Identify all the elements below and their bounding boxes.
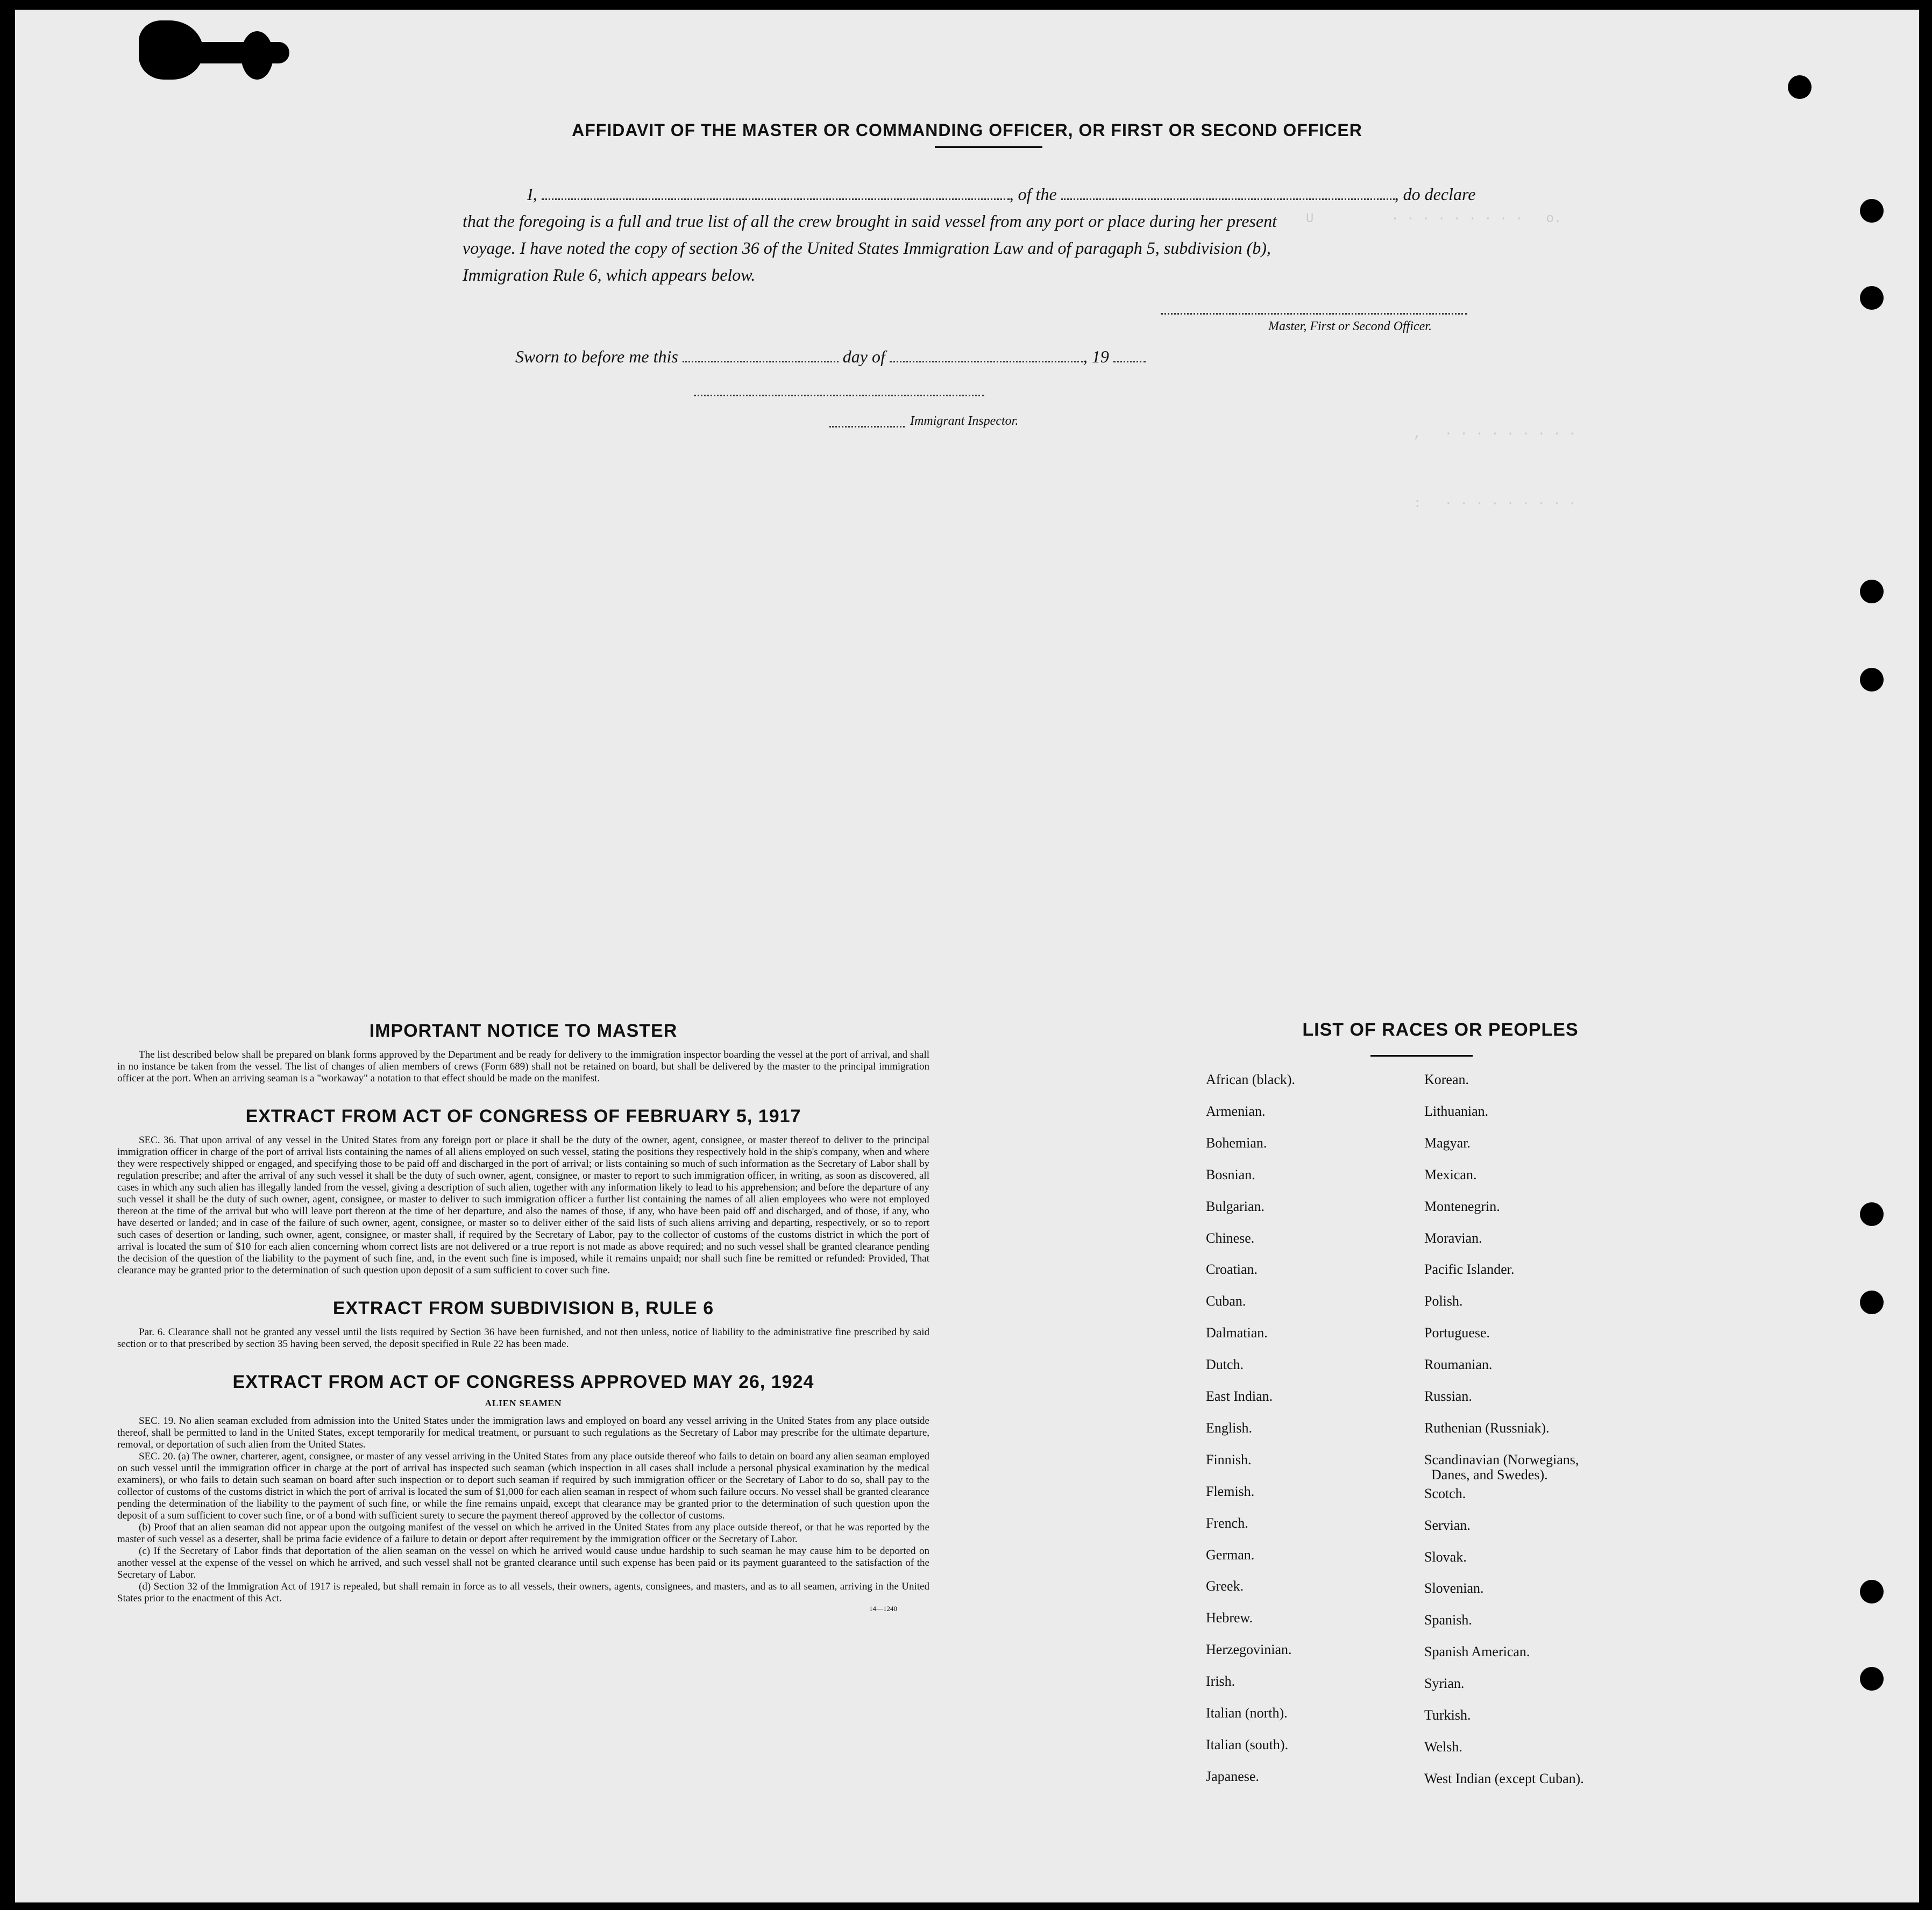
race-item-right: Roumanian. <box>1424 1357 1493 1373</box>
sec-36-paragraph: SEC. 36. That upon arrival of any vessel in the United States from any foreign port or place it shall be the duty of the owner, agent, consignee, or master thereof to deliver to the principal immigration officer in charge of the port of arrival lists containing the names of all aliens employed on such vessel, stating the positions they respectively hold in the ship's company, when and where they were respectively shipped or engaged, and specifying those to be paid off and discharged in the port of arrival; or lists containing so much of such information as the Secretary of Labor shall by regulation prescribe; and after the arrival of any such vessel it shall be the duty of such owner, agent, consignee, or master to report to such immigration officer, in writing, as soon as discovered, all cases in which any such alien has illegally landed from the vessel, giving a description of such alien, together with any information likely to lead to his apprehension; and before the departure of any such vessel it shall be the duty of such owner, agent, consignee, or master to deliver to such immigration officer a further list containing the names of all alien employees who were not employed thereon at the time of the arrival but who will leave port thereon at the time of her departure, and also the names of those, if any, who have been paid off and discharged, and of those, if any, who have deserted or landed; and in case of the failure of such owner, agent, consignee, or master so to deliver either of the said lists of such aliens arriving and departing, respectively, or so to report such cases of desertion or landing, such owner, agent, consignee, or master shall, if required by the Secretary of Labor, pay to the collector of customs of the customs district in which the port of arrival is located the sum of $10 for each alien concerning whom correct lists are not delivered or a true report is not made as above required; and no such vessel shall be granted clearance pending the decision of the question of the liability to the payment of such fine, and, in the event such fine is imposed, while it remains unpaid; nor shall such fine be remitted or refunded: Provided, That clearance may be granted prior to the determination of such question upon deposit of a sum sufficient to cover such fine. <box>117 1135 929 1276</box>
sec-20c-paragraph: (c) If the Secretary of Labor finds that deportation of the alien seaman on the vessel on which he arrived would cause undue hardship to such seaman he may cause him to be deported on another vessel at the expense of the vessel on which he arrived, and such vessel shall not be granted clearance until such expense has been paid or its payment guaranteed to the satisfaction of the Secretary of Labor. <box>117 1545 929 1580</box>
sworn-month-field[interactable] <box>890 360 1083 362</box>
sworn-line <box>515 343 1146 370</box>
race-item-right: Polish. <box>1424 1293 1463 1309</box>
sworn-year-label: , 19 <box>1083 347 1109 366</box>
sec-20a-paragraph: SEC. 20. (a) The owner, charterer, agent, consignee, or master of any vessel arriving in the United States from any place outside thereof who fails to detain on board any alien seaman employed on such vessel until the immigration officer in charge at the port of arrival has inspected such seaman (which inspection in all cases shall include a personal physical examination by the medical examiners), or who fails to detain such seaman on board after such inspection or to deport such seaman if required by such immigration officer or the Secretary of Labor to do so, shall pay to the collector of customs of the customs district in which the port of arrival is located the sum of $1,000 for each alien seaman in respect of whom such failure occurs. No vessel shall be granted clearance pending the determination of the liability to the payment of such fine, or while the fine remains unpaid, except that clearance may be granted prior to the determination of such question upon the deposit of a sum sufficient to cover such fine, or of a bond with sufficient surety to secure the payment thereof approved by the collector of customs. <box>117 1451 929 1521</box>
sworn-year-field[interactable] <box>1113 360 1146 362</box>
declarant-name-field[interactable] <box>542 198 1010 200</box>
affidavit-title: AFFIDAVIT OF THE MASTER OR COMMANDING OFFICER, OR FIRST OR SECOND OFFICER <box>572 120 1362 140</box>
sec-20d-paragraph: (d) Section 32 of the Immigration Act of 1917 is repealed, but shall remain in force as to all vessels, their owners, agents, consignees, and masters, and as to all seamen, arriving in the United States prior to the enactment of this Act. <box>117 1581 929 1604</box>
extract-1917-title: EXTRACT FROM ACT OF CONGRESS OF FEBRUARY 5, 1917 <box>245 1106 801 1127</box>
punch-hole-icon <box>1860 668 1884 692</box>
left-column <box>117 1021 929 1613</box>
race-item-right: Moravian. <box>1424 1230 1482 1246</box>
race-item-left: French. <box>1206 1515 1248 1531</box>
punch-hole-icon <box>1860 1580 1884 1603</box>
race-item-right: Spanish. <box>1424 1612 1472 1628</box>
extract-1924-title: EXTRACT FROM ACT OF CONGRESS APPROVED MAY 26, 1924 <box>232 1372 814 1392</box>
notice-paragraph: The list described below shall be prepared on blank forms approved by the Department and be ready for delivery to the immigration inspector boarding the vessel at the port of arrival, and shall in no instance be taken from the vessel. The list of changes of alien members of crews (Form 689) shall not be retained on board, but shall be delivered by the master to the principal immigration officer at the port. When an arriving seaman is a "workaway" a notation to that effect should be made on the manifest. <box>117 1049 929 1084</box>
race-item-right: Slovenian. <box>1424 1580 1484 1597</box>
race-item-left: Japanese. <box>1206 1768 1259 1784</box>
race-item-left: Hebrew. <box>1206 1610 1253 1626</box>
sec-20b-paragraph: (b) Proof that an alien seaman did not appear upon the outgoing manifest of the vessel on which he arrived in the United States from any place outside thereof, or that he was reported by the master of such vessel as a deserter, shall be prima facie evidence of a failure to detain or deport after requirement by the immigration officer or the Secretary of Labor. <box>117 1522 929 1545</box>
race-item-left: Italian (south). <box>1206 1736 1289 1752</box>
race-item-right: Spanish American. <box>1424 1644 1530 1660</box>
race-item-left: Cuban. <box>1206 1293 1246 1309</box>
race-item-left: German. <box>1206 1546 1255 1563</box>
race-item-left: Dalmatian. <box>1206 1325 1268 1341</box>
race-item-right: Welsh. <box>1424 1738 1462 1755</box>
race-item-left: Bulgarian. <box>1206 1198 1265 1214</box>
punch-hole-icon <box>1860 1202 1884 1226</box>
race-item-left: Italian (north). <box>1206 1705 1288 1721</box>
alien-seamen-subtitle: ALIEN SEAMEN <box>485 1398 562 1408</box>
race-item-right: Turkish. <box>1424 1707 1471 1723</box>
document-page <box>15 10 1919 1902</box>
race-item-right: West Indian (except Cuban). <box>1424 1770 1584 1786</box>
race-item-right: Scotch. <box>1424 1485 1466 1501</box>
race-item-left: Dutch. <box>1206 1357 1244 1373</box>
master-signature-line[interactable] <box>1161 313 1467 315</box>
punch-hole-icon <box>1860 580 1884 603</box>
notice-body <box>117 1049 929 1085</box>
declare-label: , do declare <box>1394 184 1476 204</box>
race-item-left: Chinese. <box>1206 1230 1255 1246</box>
affidavit-line-3: voyage. I have noted the copy of section 36 of the United States Immigration Law and of paragaph 5, subdivision (b), <box>463 238 1271 258</box>
race-item-left: Bohemian. <box>1206 1135 1267 1151</box>
bleed-through-text: U · · · · · · · · · o. <box>1306 212 1562 226</box>
race-item-right: Lithuanian. <box>1424 1103 1489 1119</box>
race-item-right: Ruthenian (Russniak). <box>1424 1420 1550 1436</box>
extract-1917-body <box>117 1135 929 1277</box>
race-item-right: Scandinavian (Norwegians, Danes, and Swedes). <box>1424 1451 1579 1483</box>
par-6-paragraph: Par. 6. Clearance shall not be granted any vessel until the lists required by Section 36 have been furnished, and not then unless, notice of liability to the administrative fine prescribed by said section or to that prescribed by section 35 having been served, the deposit specified in Rule 22 has been made. <box>117 1327 929 1350</box>
punch-hole-icon <box>1860 286 1884 310</box>
race-item-right: Montenegrin. <box>1424 1198 1500 1214</box>
race-item-left: Finnish. <box>1206 1451 1252 1467</box>
race-item-left: East Indian. <box>1206 1388 1273 1404</box>
title-underline <box>935 146 1042 148</box>
race-item-left: Irish. <box>1206 1673 1235 1690</box>
race-item-right: Syrian. <box>1424 1676 1465 1692</box>
inspector-signature-label: Immigrant Inspector. <box>910 414 1019 428</box>
race-item-right: Russian. <box>1424 1388 1472 1404</box>
affidavit-declaration <box>463 181 1533 288</box>
race-item-left: Greek. <box>1206 1578 1244 1594</box>
race-item-left: Bosnian. <box>1206 1166 1255 1182</box>
affidavit-line-4: Immigration Rule 6, which appears below. <box>463 265 756 284</box>
punch-hole-icon <box>1860 1667 1884 1691</box>
ink-blot-mark <box>241 31 273 80</box>
affidavit-line-1 <box>463 181 1533 208</box>
extract-1924-body <box>117 1415 929 1605</box>
race-item-right: Magyar. <box>1424 1135 1471 1151</box>
form-number: 14—1240 <box>869 1605 897 1613</box>
races-title-underline <box>1370 1055 1473 1057</box>
declarant-prefix: I, <box>527 184 537 204</box>
race-item-right: Korean. <box>1424 1072 1469 1087</box>
inspector-signature-line[interactable] <box>694 395 984 396</box>
race-item-left: Flemish. <box>1206 1483 1255 1499</box>
punch-hole-icon <box>1788 75 1812 99</box>
extract-rule6-body <box>117 1327 929 1350</box>
vessel-name-field[interactable] <box>1061 198 1395 200</box>
race-item-left: Croatian. <box>1206 1262 1258 1278</box>
extract-rule6-title: EXTRACT FROM SUBDIVISION B, RULE 6 <box>332 1298 714 1319</box>
sworn-day-field[interactable] <box>683 360 839 362</box>
race-item-left: Herzegovinian. <box>1206 1642 1292 1658</box>
race-item-left: English. <box>1206 1420 1252 1436</box>
bleed-through-text: : · · · · · · · · · <box>1414 497 1576 511</box>
bleed-through-text: , · · · · · · · · · <box>1414 427 1576 441</box>
races-title: LIST OF RACES OR PEOPLES <box>1302 1020 1579 1040</box>
race-item-right: Slovak. <box>1424 1549 1467 1565</box>
notice-title: IMPORTANT NOTICE TO MASTER <box>369 1021 678 1041</box>
race-item-right: Portuguese. <box>1424 1325 1490 1341</box>
of-the-label: , of the <box>1009 184 1057 204</box>
sworn-day-of-label: day of <box>842 347 885 366</box>
punch-hole-icon <box>1860 199 1884 223</box>
punch-hole-icon <box>1860 1291 1884 1314</box>
ink-blot-mark <box>182 42 289 63</box>
race-item-left: African (black). <box>1206 1072 1296 1087</box>
sec-19-paragraph: SEC. 19. No alien seaman excluded from admission into the United States under the immigration laws and employed on board any vessel arriving in the United States from any place outside thereof, shall be permitted to land in the United States, except temporarily for medical treatment, or pursuant to such regulations as the Secretary of Labor may prescribe for the ultimate departure, removal, or deportation of such alien from the United States. <box>117 1415 929 1450</box>
race-item-left: Armenian. <box>1206 1103 1266 1119</box>
affidavit-line-2: that the foregoing is a full and true list of all the crew brought in said vessel from any port or place during her present <box>463 211 1277 231</box>
sworn-prefix: Sworn to before me this <box>515 347 678 366</box>
race-item-right: Mexican. <box>1424 1166 1477 1182</box>
race-item-right: Pacific Islander. <box>1424 1262 1515 1278</box>
master-signature-label: Master, First or Second Officer. <box>1268 319 1432 333</box>
inspector-signature-line-short <box>829 426 905 427</box>
race-item-right: Servian. <box>1424 1517 1471 1533</box>
